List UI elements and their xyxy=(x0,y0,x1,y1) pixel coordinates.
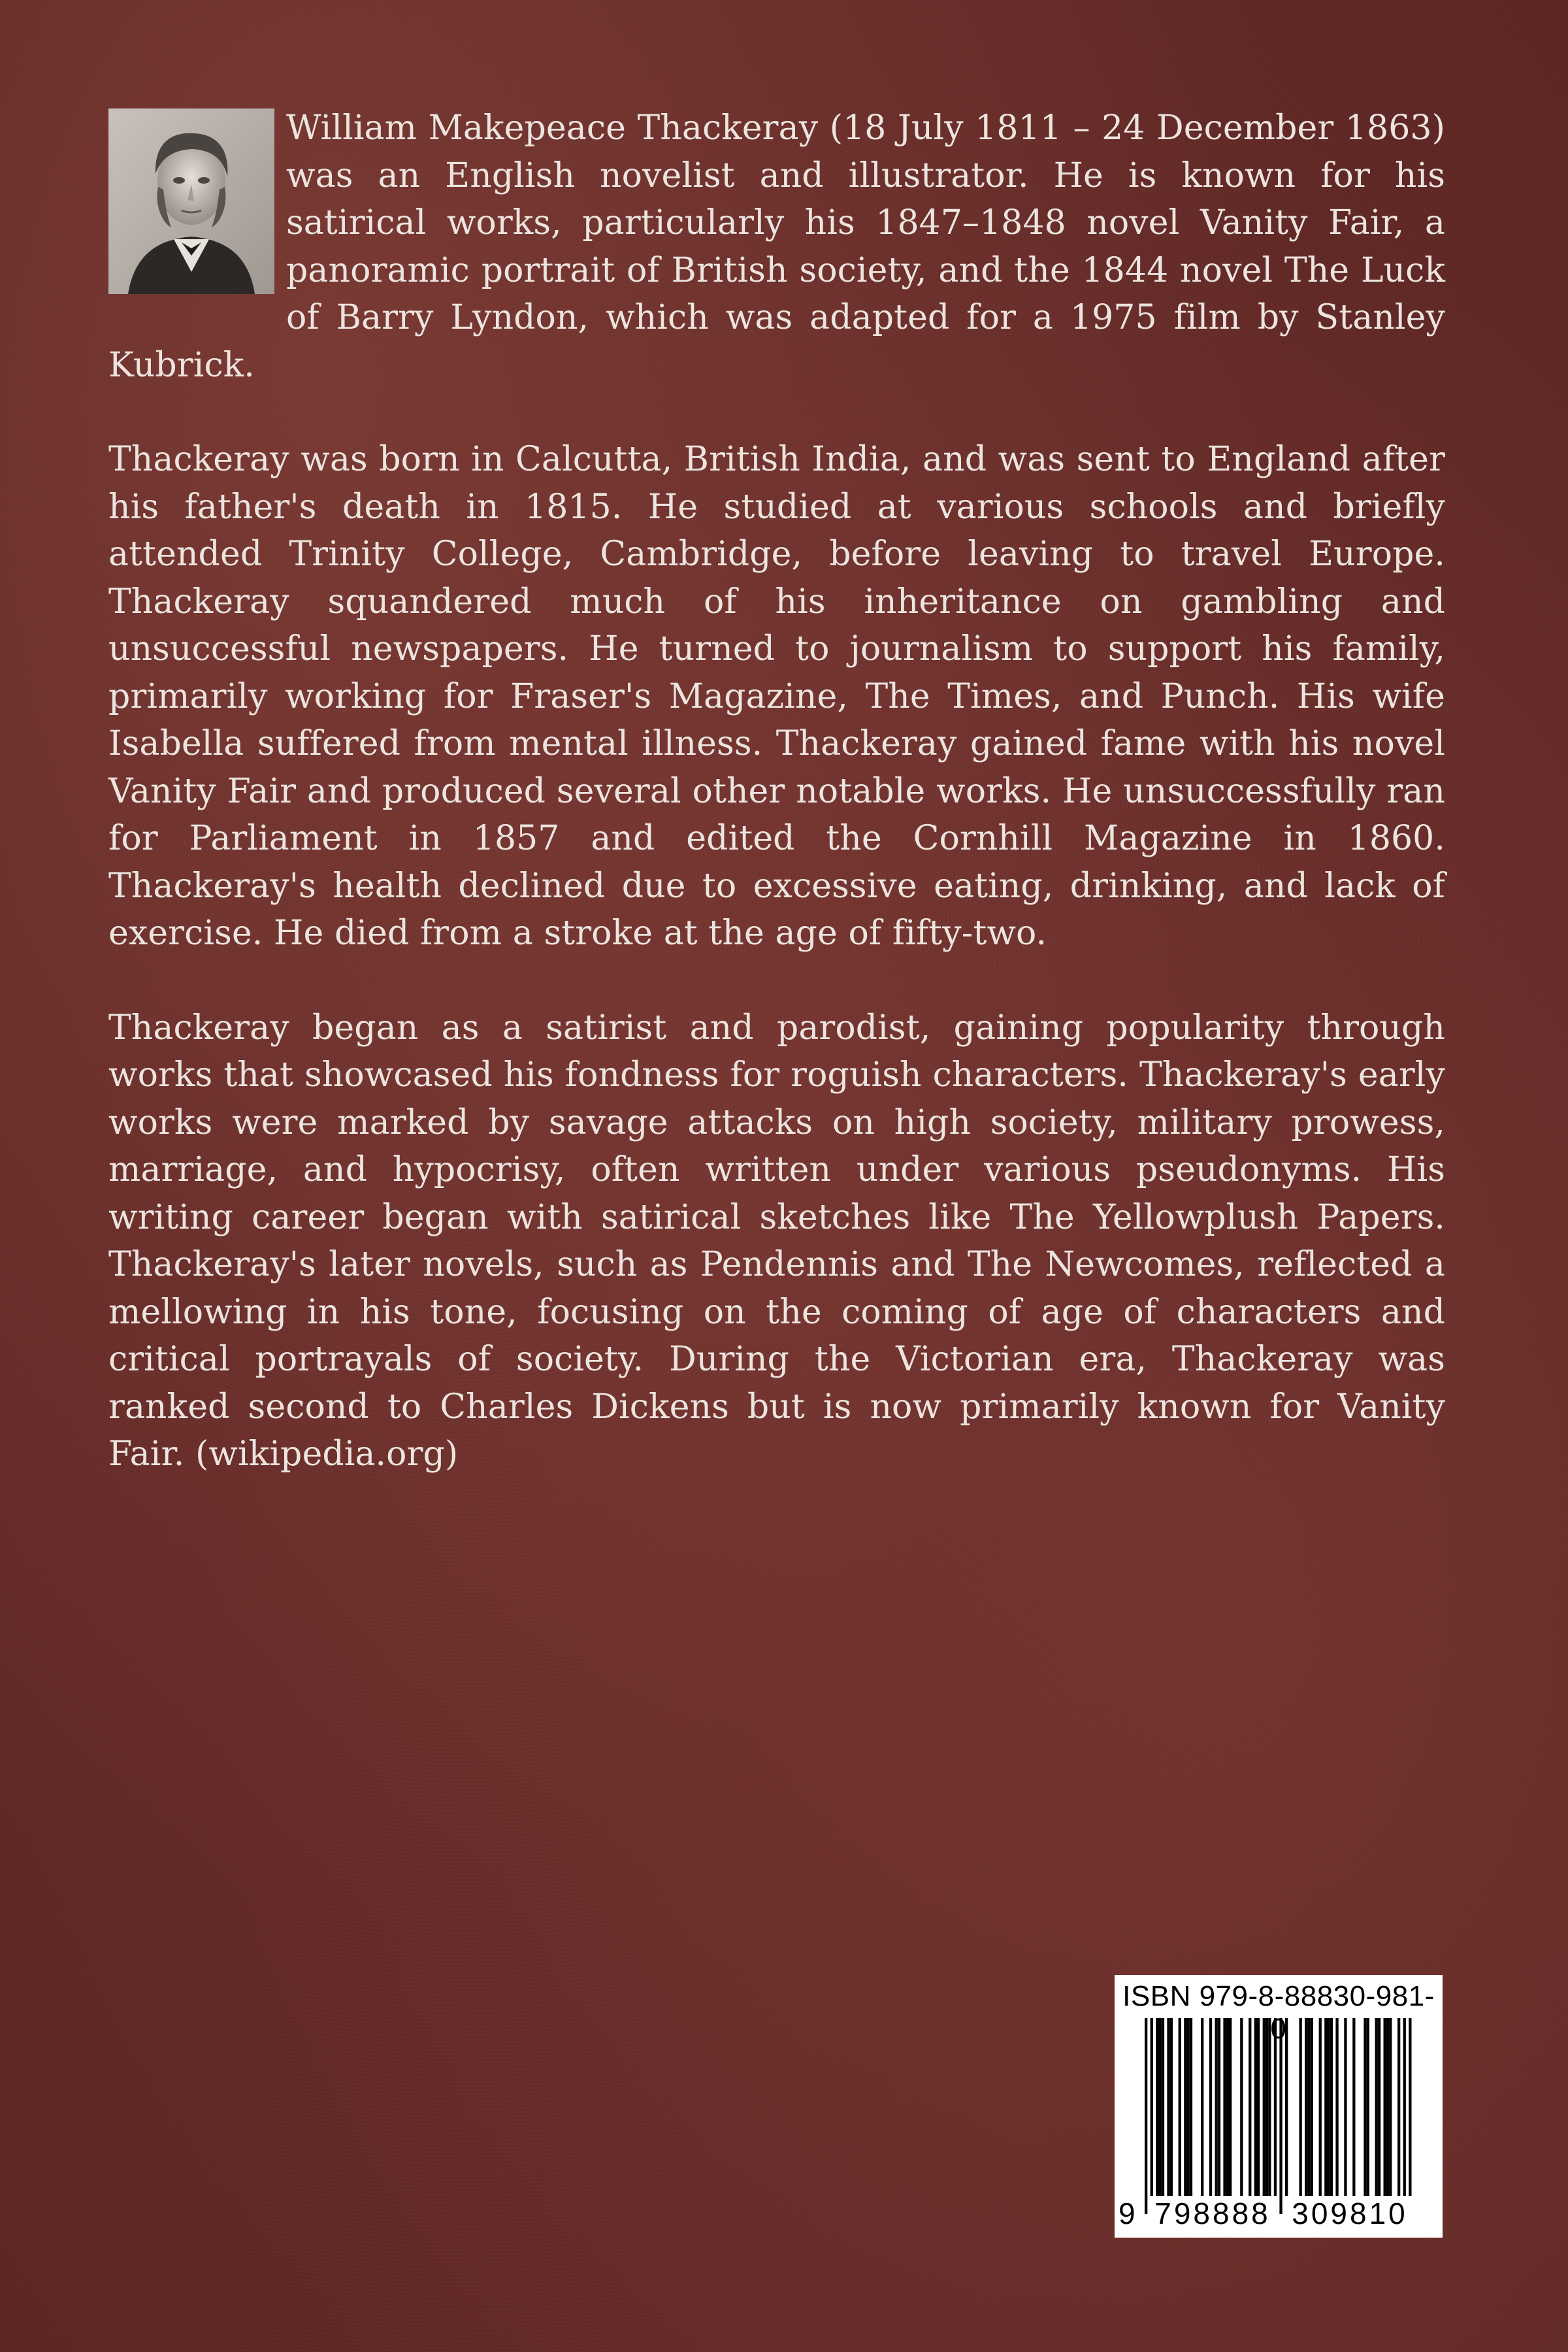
barcode-digit-group-left: 798888 xyxy=(1149,2196,1277,2231)
barcode-bar xyxy=(1145,2018,1147,2214)
barcode-bar xyxy=(1151,2018,1153,2214)
bio-paragraph-1 xyxy=(108,105,1445,389)
author-portrait xyxy=(108,108,274,294)
barcode-digits xyxy=(1115,2196,1443,2235)
bio-paragraph-1-text: William Makepeace Thackeray (18 July 1811 – 24 December 1863) was an English novelist and illustrator. He is known for his satirical works, particularly his 1847–1848 novel Vanity Fair, a panoramic portrait of British society, and the 1844 novel The Luck of Barry Lyndon, which was adapted for a 1975 film by Stanley Kubrick. xyxy=(108,108,1445,385)
author-biography xyxy=(108,105,1445,1525)
barcode-digit-group-right: 309810 xyxy=(1286,2196,1414,2231)
barcode-bar xyxy=(1409,2018,1411,2214)
bio-paragraph-2: Thackeray was born in Calcutta, British India, and was sent to England after his father's death in 1815. He studied at various schools and briefly attended Trinity College, Cambridge, before leaving to travel Europe. Thackeray squandered much of his inheritance on gambling and unsuccessful newspapers. He turned to journalism to support his family, primarily working for Fraser's Magazine, The Times, and Punch. His wife Isabella suffered from mental illness. Thackeray gained fame with his novel Vanity Fair and produced several other notable works. He unsuccessfully ran for Parliament in 1857 and edited the Cornhill Magazine in 1860. Thackeray's health declined due to excessive eating, drinking, and lack of exercise. He died from a stroke at the age of fifty-two. xyxy=(108,440,1445,953)
barcode-bar xyxy=(1403,2018,1406,2214)
barcode-bar xyxy=(1274,2018,1277,2214)
barcode-bar xyxy=(1279,2018,1282,2214)
isbn-barcode xyxy=(1115,1975,1443,2238)
isbn-label: ISBN 979-8-88830-981-0 xyxy=(1122,1980,1435,2045)
bio-paragraph-3: Thackeray began as a satirist and parodist, gaining popularity through works that showcased his fondness for roguish characters. Thackeray's early works were marked by savage attacks on high society, military prowess, marriage, and hypocrisy, often written under various pseudonyms. His writing career began with satirical sketches like The Yellowplush Papers. Thackeray's later novels, such as Pendennis and The Newcomes, reflected a mellowing in his tone, focusing on the coming of age of characters and critical portrayals of society. During the Victorian era, Thackeray was ranked second to Charles Dickens but is now primarily known for Vanity Fair. (wikipedia.org) xyxy=(108,1008,1445,1474)
barcode-digit-first: 9 xyxy=(1119,2196,1135,2230)
